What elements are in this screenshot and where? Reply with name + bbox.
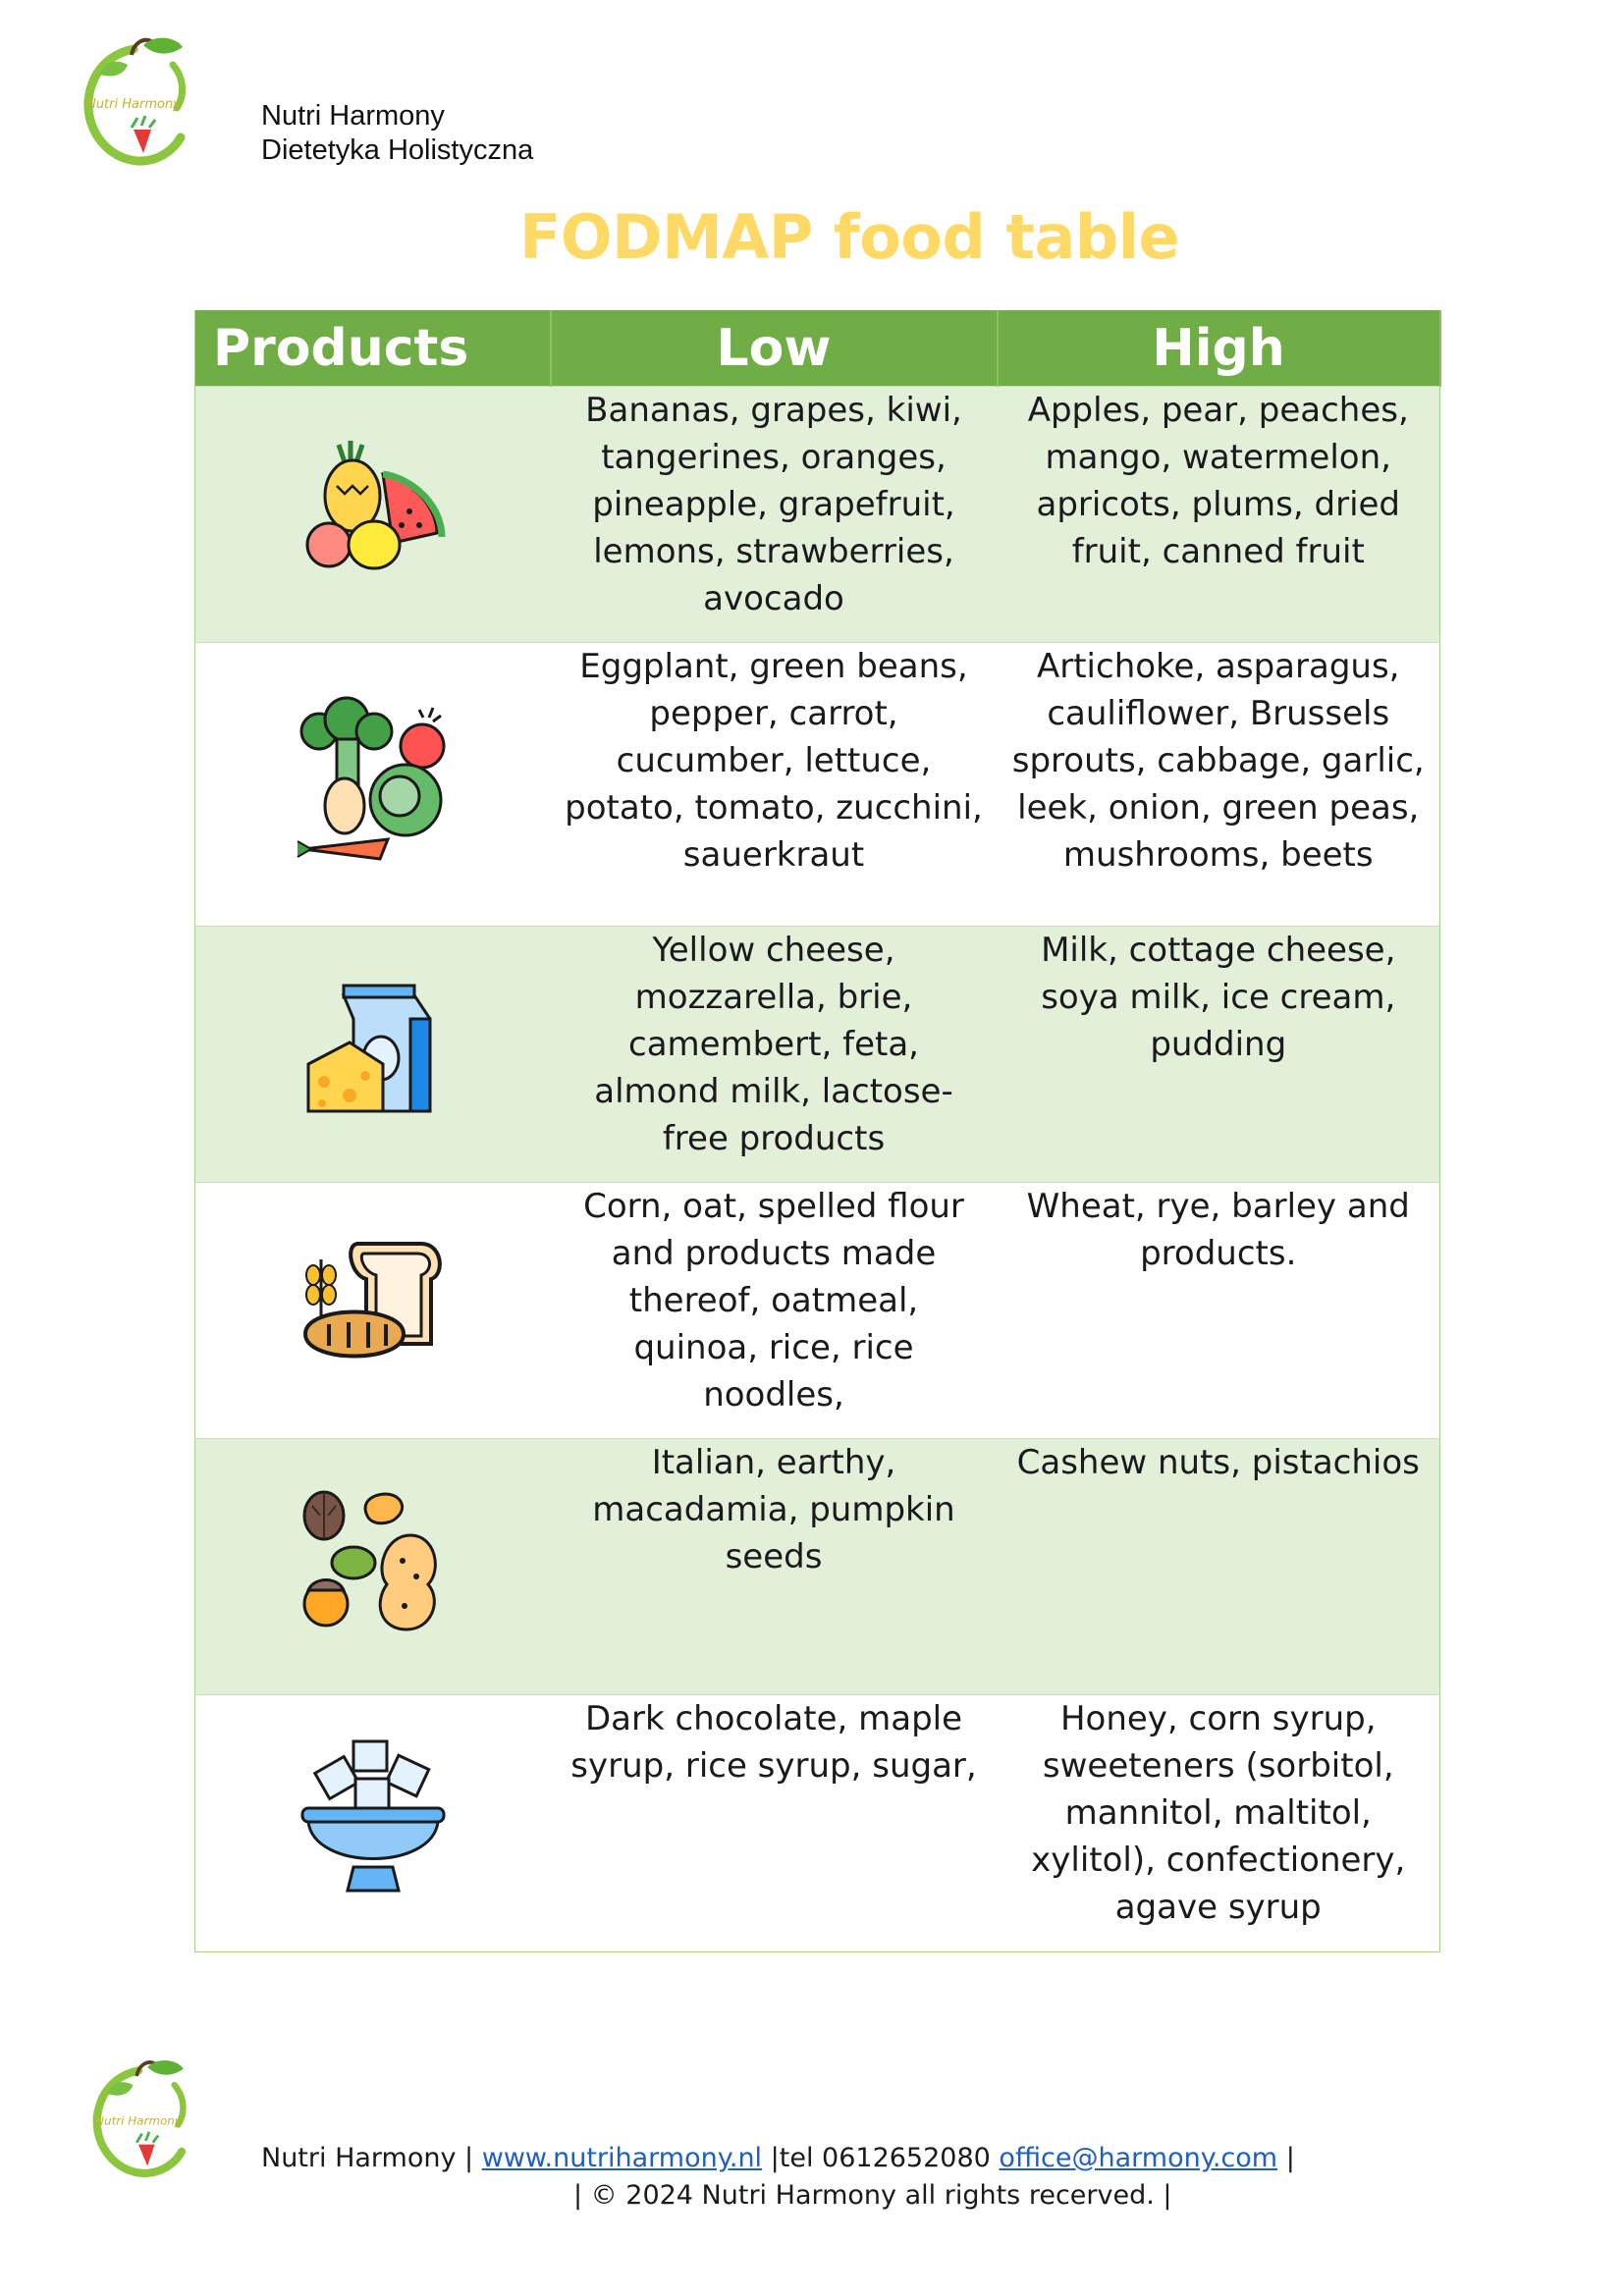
footer [261,2140,1295,2215]
high-cell: Honey, corn syrup, sweeteners (sorbitol, mannitol, maltitol, xylitol), confectionery, agave syrup [998,1695,1440,1952]
low-cell: Italian, earthy, macadamia, pumpkin seeds [551,1439,998,1695]
low-cell: Yellow cheese, mozzarella, brie, camembert, feta, almond milk, lactose-free products [551,927,998,1183]
product-cell [195,1695,551,1952]
sugar-bowl-icon [295,1734,452,1913]
brand-subtitle: Dietetyka Holistyczna [261,134,534,166]
header-products: Products [195,310,551,387]
product-cell [195,643,551,927]
high-cell: Cashew nuts, pistachios [998,1439,1440,1695]
table-row [195,387,1440,643]
brand-name: Nutri Harmony [261,100,445,132]
table-header-row [195,310,1440,387]
low-cell: Bananas, grapes, kiwi, tangerines, oranges, pineapple, grapefruit, lemons, strawberries, avocado [551,387,998,643]
high-cell: Artichoke, asparagus, cauliflower, Brussels sprouts, cabbage, garlic, leek, onion, green peas, mushrooms, beets [998,643,1440,927]
product-cell [195,1183,551,1439]
footer-brand: Nutri Harmony | [261,2143,474,2173]
product-cell [195,927,551,1183]
table-row [195,927,1440,1183]
high-cell: Apples, pear, peaches, mango, watermelon, apricots, plums, dried fruit, canned fruit [998,387,1440,643]
footer-separator: | [1285,2143,1295,2173]
header-low: Low [551,310,998,387]
vegetables-icon [290,692,457,877]
page-title: FODMAP food table [518,201,1180,273]
product-cell [195,1439,551,1695]
low-cell: Eggplant, green beans, pepper, carrot, cucumber, lettuce, potato, tomato, zucchini, sauerkraut [551,643,998,927]
high-cell: Wheat, rye, barley and products. [998,1183,1440,1439]
dairy-icon [304,980,442,1130]
logo-text: Nutri Harmony [86,97,181,112]
footer-copyright: | © 2024 Nutri Harmony all rights recerved. | [573,2180,1172,2211]
footer-line-1 [261,2140,1295,2177]
product-cell [195,387,551,643]
email-link[interactable]: office@harmony.com [999,2143,1278,2173]
logo-text: Nutri Harmony [95,2113,182,2128]
low-cell: Corn, oat, spelled flour and products made thereof, oatmeal, quinoa, rice, rice noodles, [551,1183,998,1439]
table-row [195,1695,1440,1952]
fodmap-table [194,310,1441,1952]
table-row [195,1439,1440,1695]
nuts-icon [295,1482,452,1652]
low-cell: Dark chocolate, maple syrup, rice syrup, sugar, [551,1695,998,1952]
fruits-icon [299,435,447,595]
grains-bread-icon [299,1236,447,1386]
footer-tel: |tel 0612652080 [770,2143,991,2173]
table-row [195,643,1440,927]
brand-block [261,99,533,168]
logo-bottom [84,2057,192,2179]
header-high: High [998,310,1440,387]
logo-top [75,35,192,167]
website-link[interactable]: www.nutriharmony.nl [481,2143,763,2173]
high-cell: Milk, cottage cheese, soya milk, ice cream, pudding [998,927,1440,1183]
table-row [195,1183,1440,1439]
